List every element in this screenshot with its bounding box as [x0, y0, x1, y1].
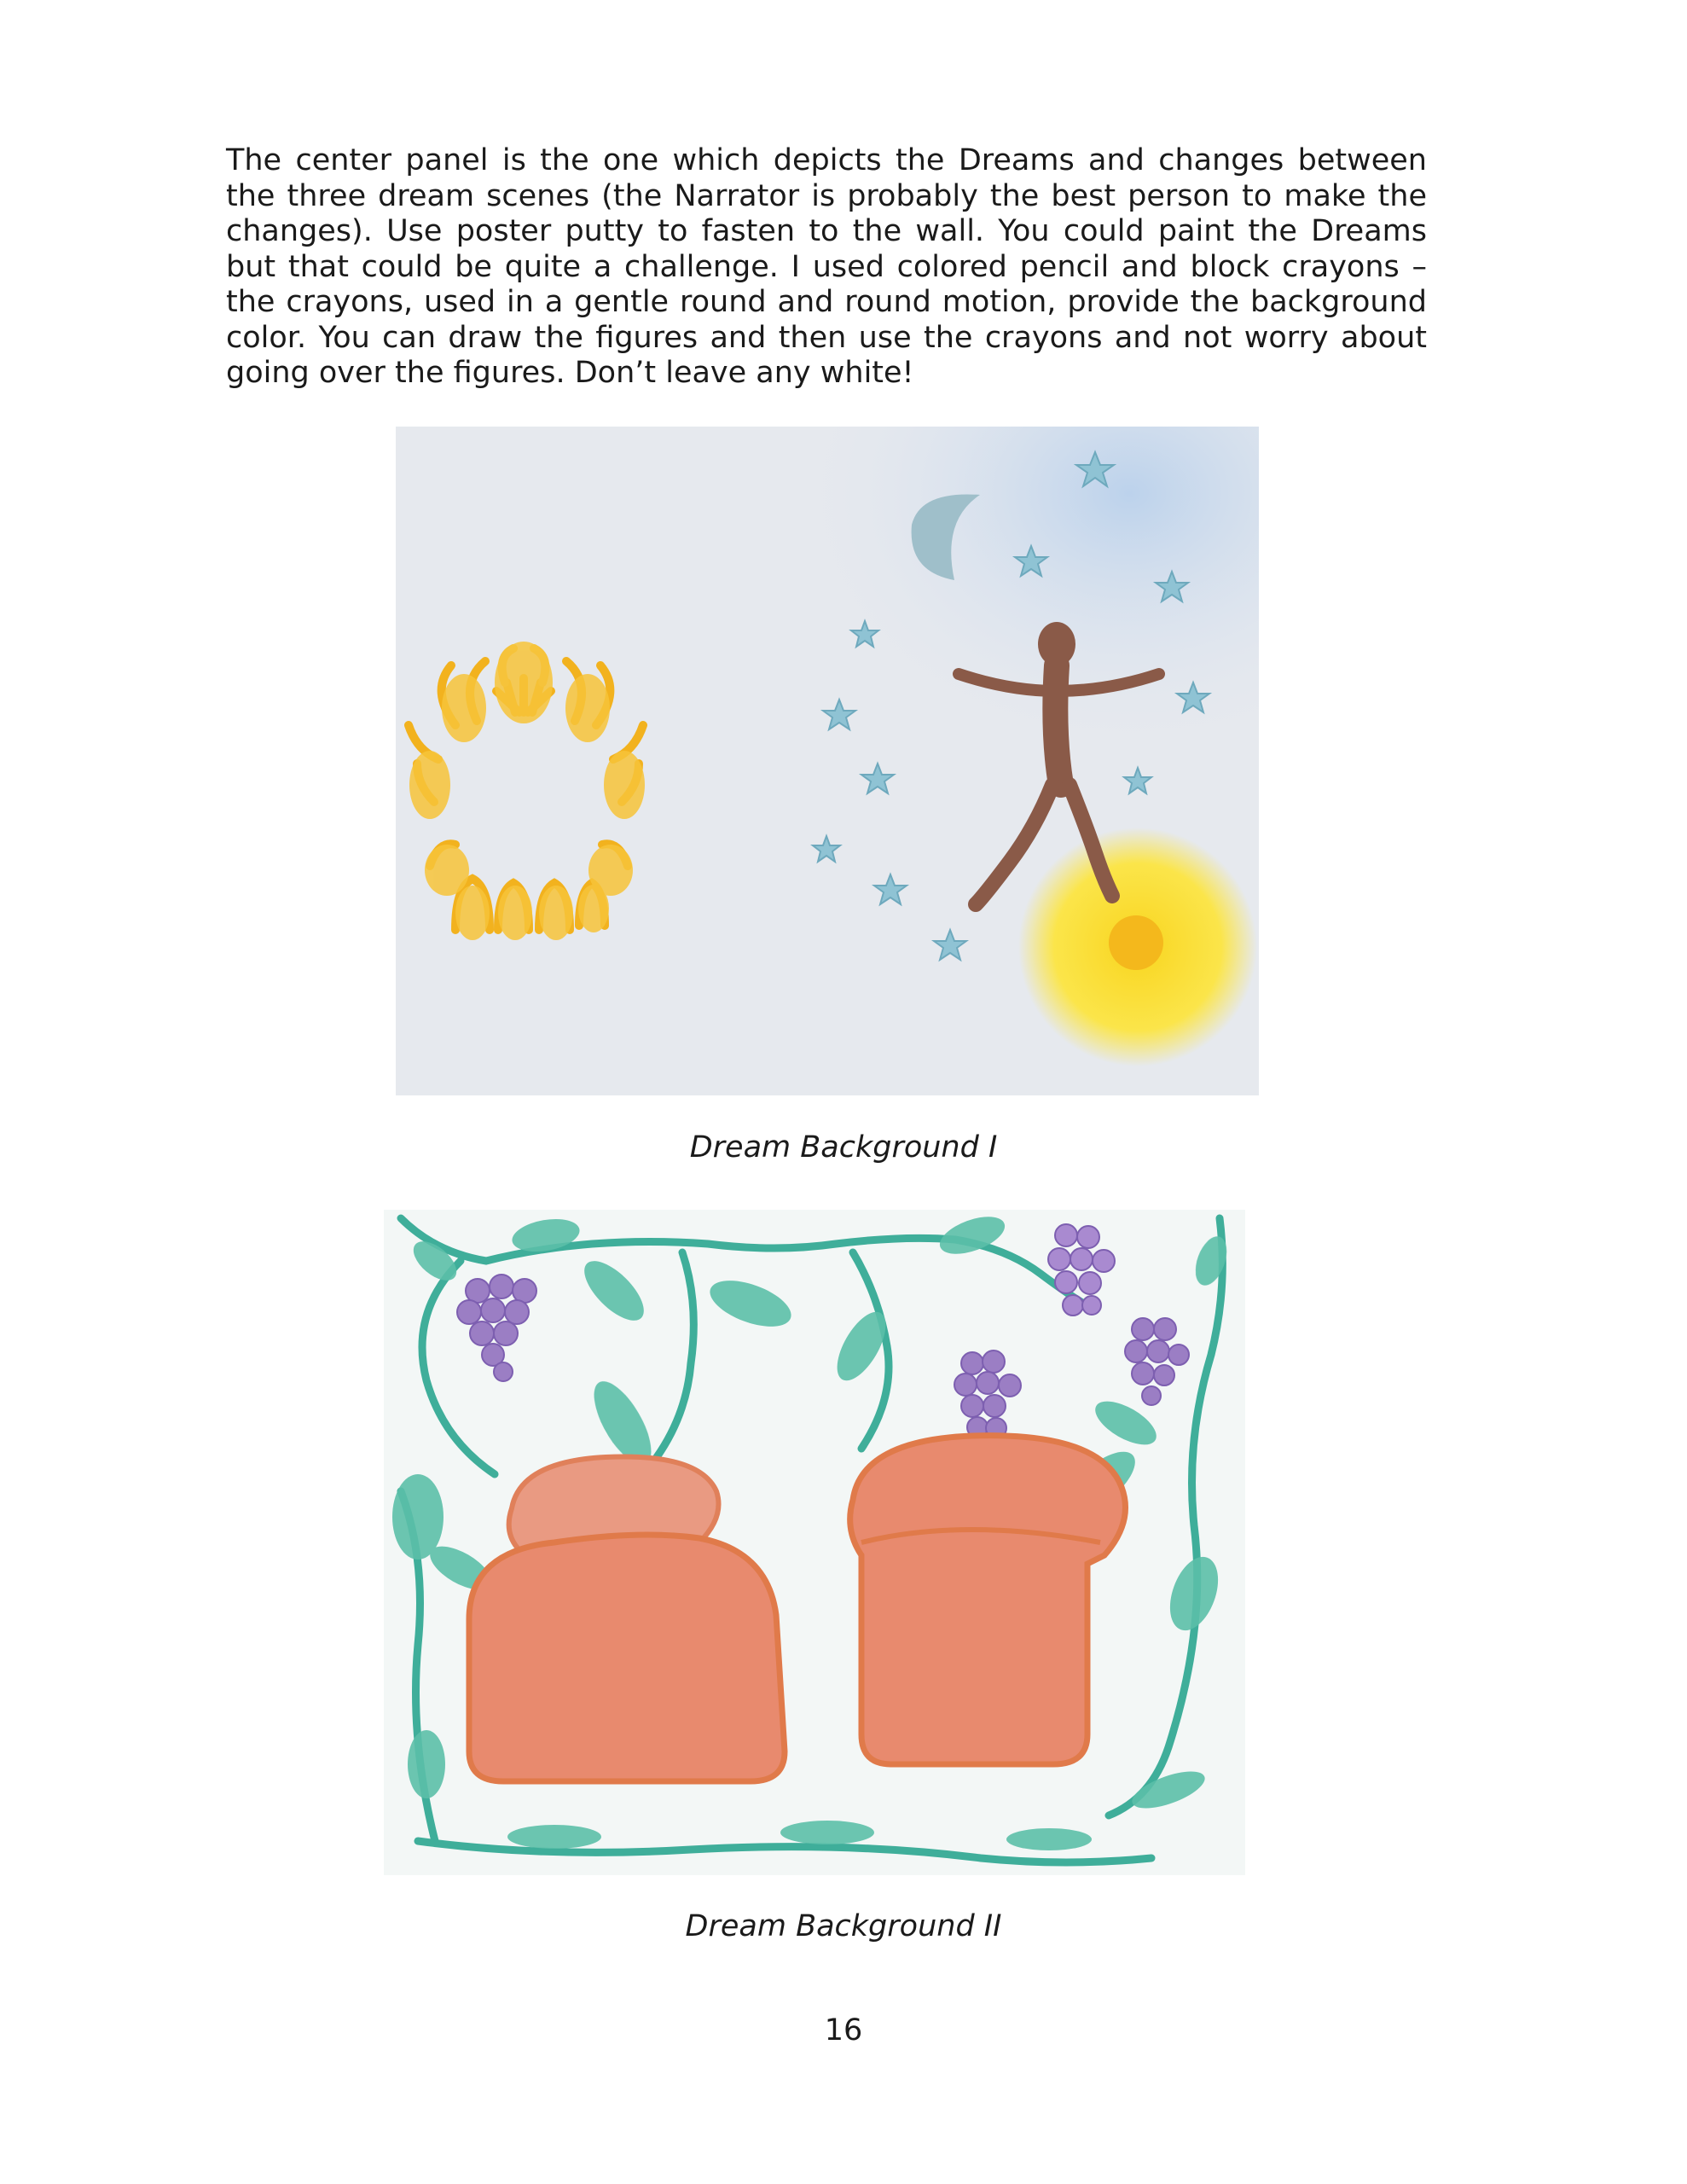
figure-caption-2: Dream Background II [685, 1909, 1002, 1943]
dream-background-1-illustration [396, 427, 1259, 1095]
dream-background-2-illustration [384, 1210, 1245, 1875]
body-paragraph: The center panel is the one which depicts the Dreams and changes between the three dream scenes (the Narrator is probably the best person to make the changes). Use poster putty to fasten to the wall. You could paint the Dreams but that could be quite a challenge. I used colored pencil and block crayons – the crayons, used in a gentle round and round motion, provide the background color. You can draw the figures and then use the crayons and not worry about going over the figures. Don’t leave any white! [226, 143, 1427, 390]
bread-loaf-right [850, 1436, 1126, 1764]
page-number: 16 [824, 2013, 863, 2048]
figure-caption-1: Dream Background I [689, 1130, 998, 1165]
